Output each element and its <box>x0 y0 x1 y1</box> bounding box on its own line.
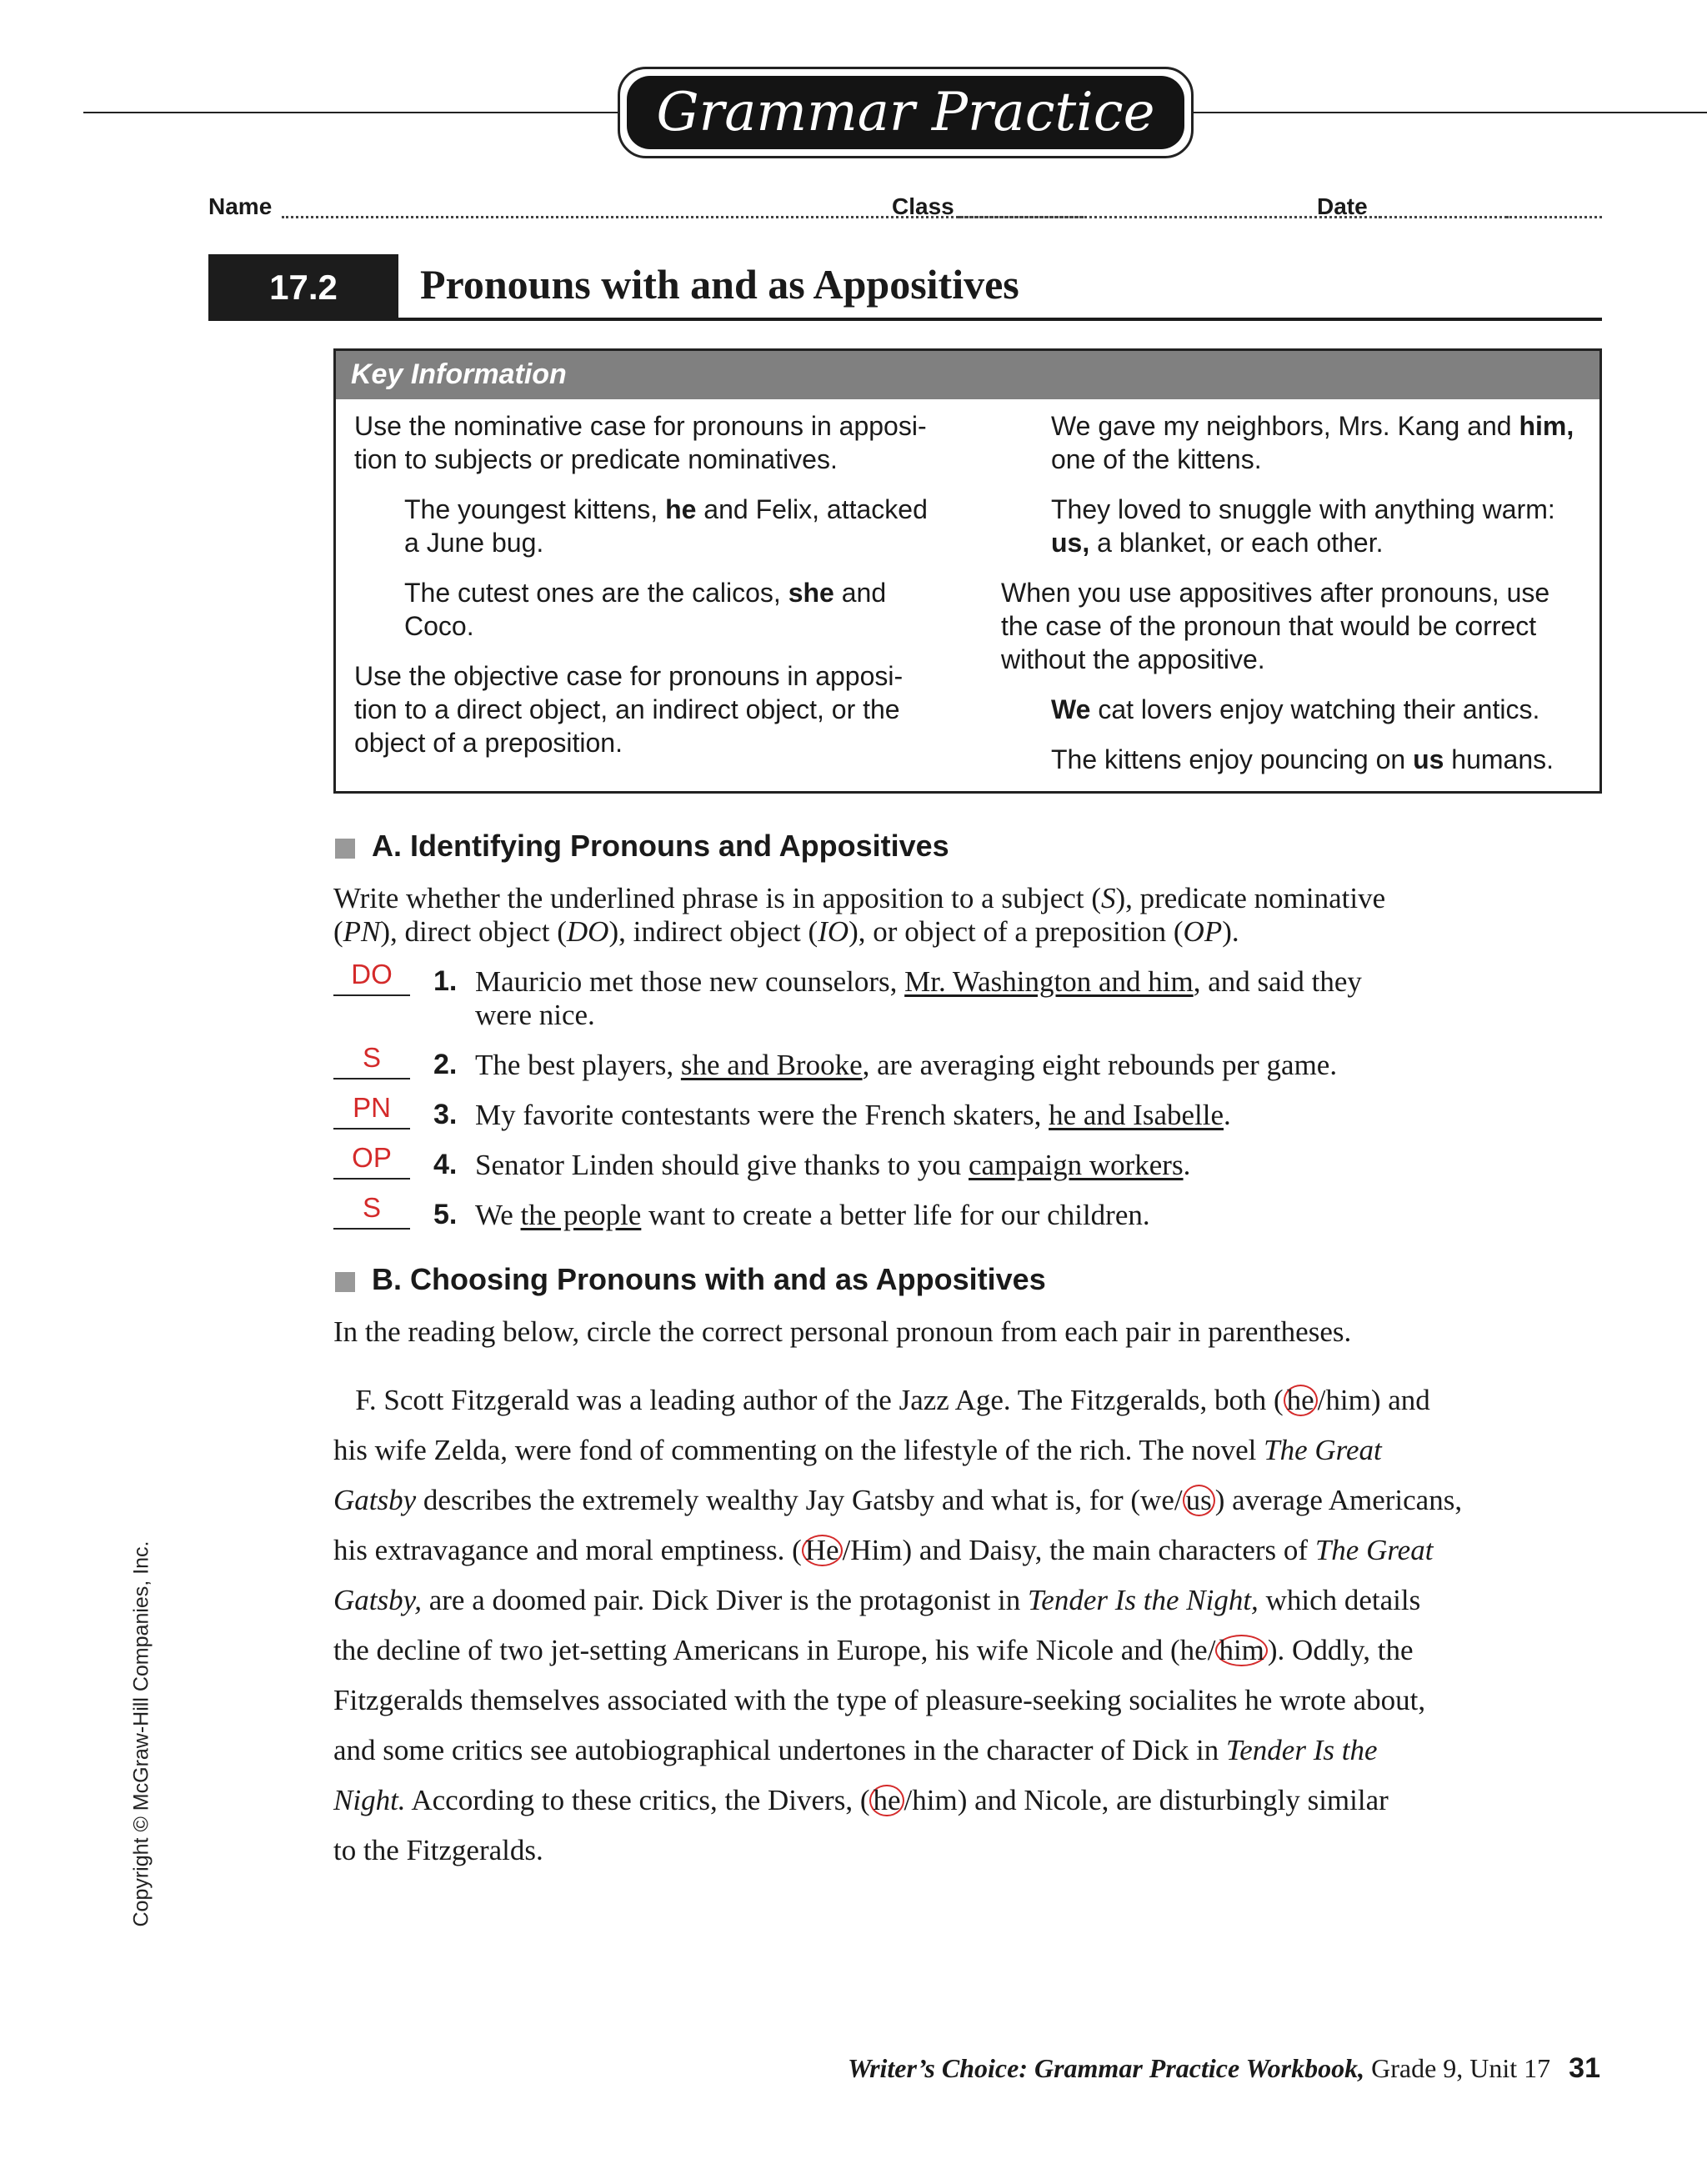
item-number-1: 1. <box>433 965 458 997</box>
banner-rule-left <box>83 112 621 113</box>
page-number: 31 <box>1569 2052 1600 2084</box>
section-a-marker <box>335 839 355 859</box>
section-b-heading: B. Choosing Pronouns with and as Appositives <box>372 1262 1046 1296</box>
item-number-4: 4. <box>433 1149 458 1180</box>
answer-line-4 <box>333 1178 410 1180</box>
section-a-instructions: Write whether the underlined phrase is in apposition to a subject (S), predicate nominative (PN), direct object (DO), indirect object (IO), or object of a preposition (OP). <box>333 882 1386 948</box>
key-rule-after: When you use appositives after pronouns, use the case of the pronoun that would be correct without the appositive. <box>1001 578 1550 674</box>
answer-5[interactable]: S <box>362 1192 381 1223</box>
footer-book: Writer’s Choice: Grammar Practice Workbook, <box>847 2053 1365 2083</box>
section-b-marker <box>335 1272 355 1292</box>
key-information-heading: Key Information <box>351 358 567 390</box>
item-2: The best players, she and Brooke, are averaging eight rebounds per game. <box>475 1049 1338 1081</box>
answer-4[interactable]: OP <box>352 1142 392 1173</box>
lesson-rule <box>208 318 1602 321</box>
date-label: Date <box>1317 193 1368 219</box>
answer-3[interactable]: PN <box>353 1092 391 1123</box>
circled-he-1[interactable]: he <box>1284 1385 1318 1416</box>
key-rule-nominative: Use the nominative case for pronouns in apposi- tion to subjects or predicate nominatives. <box>354 411 927 474</box>
banner-title: Grammar Practice <box>656 82 1155 143</box>
footer-grade: Grade 9, Unit 17 <box>1364 2053 1551 2083</box>
lesson-number: 17.2 <box>208 254 398 321</box>
key-example-5: We cat lovers enjoy watching their antics. <box>1051 694 1540 724</box>
item-number-5: 5. <box>433 1199 458 1230</box>
circled-us[interactable]: us <box>1183 1485 1215 1516</box>
answer-line-5 <box>333 1228 410 1230</box>
key-example-3: We gave my neighbors, Mrs. Kang and him, one of the kittens. <box>1051 411 1574 474</box>
section-b-instructions: In the reading below, circle the correct personal pronoun from each pair in parentheses. <box>333 1315 1352 1348</box>
item-1: Mauricio met those new counselors, Mr. Washington and him, and said they were nice. <box>475 965 1362 1031</box>
item-number-3: 3. <box>433 1099 458 1130</box>
banner <box>618 67 1194 158</box>
banner-rule-right <box>1190 112 1707 113</box>
key-information-box <box>333 348 1602 794</box>
circled-he-3[interactable]: he <box>869 1785 904 1816</box>
footer <box>848 2052 1600 2085</box>
class-label: Class <box>892 193 954 219</box>
key-example-2: The cutest ones are the calicos, she and Coco. <box>404 578 887 641</box>
answer-1[interactable]: DO <box>351 959 393 989</box>
item-5: We the people want to create a better life for our children. <box>475 1199 1150 1231</box>
key-information-header <box>336 351 1599 399</box>
name-class-date-row <box>208 193 1602 227</box>
circled-him[interactable]: him <box>1215 1635 1267 1666</box>
item-4: Senator Linden should give thanks to you campaign workers. <box>475 1149 1191 1181</box>
date-field[interactable] <box>1379 216 1602 218</box>
lesson-title: Pronouns with and as Appositives <box>420 261 1019 308</box>
reading-passage: F. Scott Fitzgerald was a leading author of the Jazz Age. The Fitzgeralds, both ( he /him) and his wife Zelda, were fond of commenting on the lifestyle of the rich. The novel The Great Gatsby describes the extremely wealthy Jay Gatsby and what is, for (we/ us ) average Americans, his extravagance and moral emptiness. ( He /Him) and Daisy, the main characters of The Great Gatsby, are a doomed pair. Dick Diver is the protagonist in Tender Is the Night, which details the decline of two jet-setting Americans in Europe, his wife Nicole and (he/ him ). Oddly, the Fitzgeralds themselves associated with the type of pleasure-seeking socialites he wrote about, and some critics see autobiographical undertones in the character of Dick in Tender Is the Night. According to these critics, the Divers, ( he /him) and Nicole, are disturbingly similar to the Fitzgeralds. <box>333 1384 1463 1866</box>
key-example-4: They loved to snuggle with anything warm: us, a blanket, or each other. <box>1051 494 1555 558</box>
key-rule-objective: Use the objective case for pronouns in apposi- tion to a direct object, an indirect object, or the object of a preposition. <box>354 661 904 758</box>
item-3: My favorite contestants were the French skaters, he and Isabelle. <box>475 1099 1231 1131</box>
answer-line-2 <box>333 1078 410 1079</box>
banner-inner <box>627 76 1184 149</box>
item-number-2: 2. <box>433 1049 458 1080</box>
answer-2[interactable]: S <box>362 1042 381 1073</box>
copyright-notice: Copyright © McGraw-Hill Companies, Inc. <box>129 1540 153 1927</box>
key-example-6: The kittens enjoy pouncing on us humans. <box>1051 744 1554 774</box>
section-a-heading: A. Identifying Pronouns and Appositives <box>372 829 949 863</box>
name-label: Name <box>208 193 273 219</box>
key-example-1: The youngest kittens, he and Felix, attacked a June bug. <box>404 494 928 558</box>
answer-line-1 <box>333 994 410 996</box>
circled-he-2[interactable]: He <box>802 1535 843 1566</box>
answer-line-3 <box>333 1128 410 1130</box>
